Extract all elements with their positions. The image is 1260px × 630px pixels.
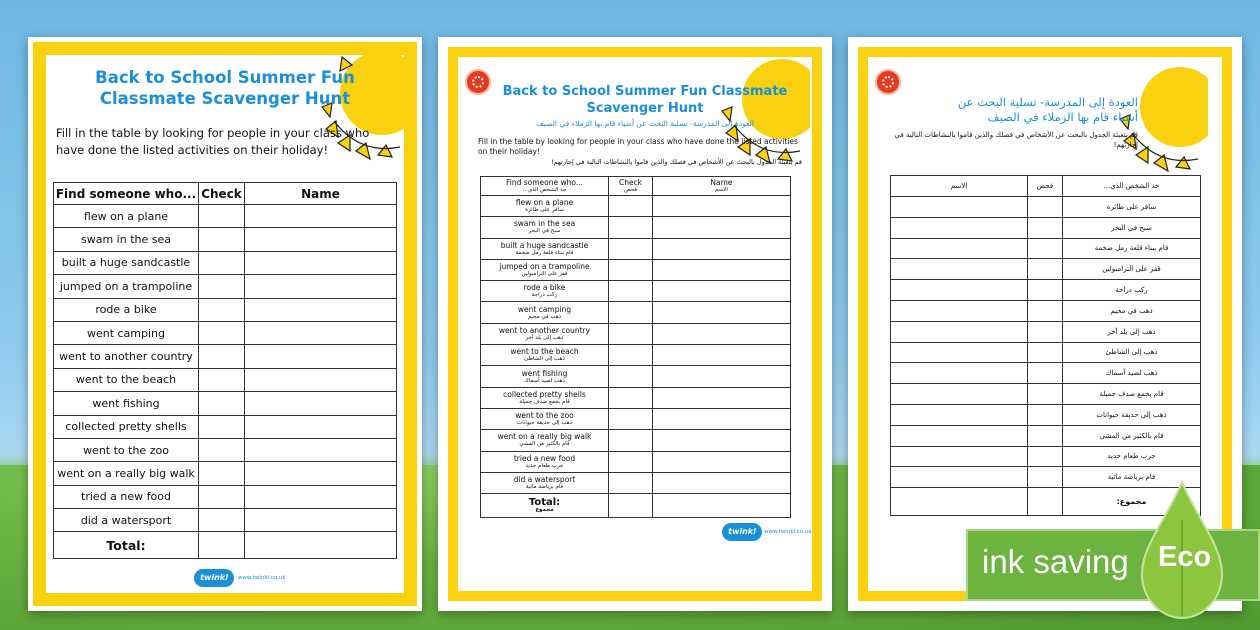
table-row xyxy=(891,404,1201,425)
activity-label: went to the beach xyxy=(510,347,579,357)
activity-cell xyxy=(54,275,199,298)
activity-label-arabic: ذهب لصيد أسماك xyxy=(524,377,565,384)
header-check: فحص xyxy=(1028,176,1063,197)
arabic-subtitle: العودة إلى المدرسة- تسلية البحث عن أشياء قام بها الزملاء في الصيف xyxy=(536,119,754,128)
header-find-someone: جد الشخص الذي... xyxy=(1063,176,1201,197)
scavenger-table xyxy=(890,175,1201,516)
check-cell[interactable] xyxy=(609,196,653,217)
check-cell[interactable] xyxy=(199,345,245,368)
name-cell[interactable] xyxy=(653,217,791,238)
name-cell[interactable] xyxy=(245,368,397,391)
table-row xyxy=(481,259,791,280)
total-label-cell xyxy=(54,532,199,559)
activity-label: قام بجمع صدف جميلة xyxy=(1099,390,1164,399)
header-ar: جد الشخص الذي... xyxy=(522,187,567,193)
header-ar: فحص xyxy=(624,187,637,193)
header-check: Check xyxy=(199,183,245,205)
table-row xyxy=(54,485,397,508)
table-row xyxy=(54,368,397,391)
activity-cell xyxy=(1063,217,1201,238)
activity-label-arabic: سافر على طائرة xyxy=(525,207,564,214)
total-label: مجموع: xyxy=(1116,497,1147,507)
activity-label: collected pretty shells xyxy=(65,420,187,434)
activity-cell xyxy=(1063,197,1201,218)
check-cell[interactable] xyxy=(609,281,653,302)
name-cell[interactable] xyxy=(245,345,397,368)
activity-cell xyxy=(54,509,199,532)
table-row xyxy=(481,323,791,344)
header-ar: الاسم xyxy=(715,187,728,193)
activity-cell xyxy=(481,259,609,280)
activity-label: جرب طعام جديد xyxy=(1107,452,1156,461)
name-cell[interactable] xyxy=(891,363,1028,384)
activity-label-arabic: سبح في البحر xyxy=(528,228,561,235)
table-row xyxy=(481,281,791,302)
activity-cell xyxy=(54,392,199,415)
name-cell[interactable] xyxy=(653,259,791,280)
name-cell[interactable] xyxy=(891,197,1028,218)
check-cell[interactable] xyxy=(609,345,653,366)
name-cell[interactable] xyxy=(891,384,1028,405)
activity-label: did a watersport xyxy=(80,513,172,527)
header-en: Name xyxy=(710,178,733,187)
table-row xyxy=(54,298,397,321)
activity-cell xyxy=(1063,363,1201,384)
check-cell[interactable] xyxy=(199,205,245,228)
check-cell[interactable] xyxy=(1028,467,1063,488)
worksheet-title xyxy=(488,83,802,117)
activity-label: went to the zoo xyxy=(83,443,169,457)
name-cell[interactable] xyxy=(891,238,1028,259)
total-check-cell[interactable] xyxy=(609,494,653,518)
table-row xyxy=(891,446,1201,467)
total-check-cell[interactable] xyxy=(1028,488,1063,516)
activity-label: swam in the sea xyxy=(81,233,171,247)
activity-cell xyxy=(54,228,199,251)
total-name-cell[interactable] xyxy=(245,532,397,559)
name-cell[interactable] xyxy=(245,392,397,415)
activity-cell xyxy=(481,196,609,217)
table-header-row xyxy=(481,177,791,196)
eco-label: Eco xyxy=(1158,541,1212,573)
activity-cell xyxy=(1063,280,1201,301)
check-cell[interactable] xyxy=(1028,217,1063,238)
activity-cell xyxy=(54,368,199,391)
title-line-2: Scavenger Hunt xyxy=(586,101,704,116)
table-row xyxy=(481,345,791,366)
activity-label: went camping xyxy=(86,326,166,340)
table-row xyxy=(54,205,397,228)
activity-label: went to another country xyxy=(59,350,193,364)
name-cell[interactable] xyxy=(653,451,791,472)
title-line-2: أشياء قام بها الزملاء في الصيف xyxy=(987,110,1138,124)
check-cell[interactable] xyxy=(609,408,653,429)
total-label-arabic: مجموع xyxy=(535,506,554,513)
name-cell[interactable] xyxy=(891,404,1028,425)
check-cell[interactable] xyxy=(199,321,245,344)
activity-label: went fishing xyxy=(92,396,160,410)
table-row xyxy=(54,438,397,461)
instructions-text: قم بتعبئة الجدول بالبحث عن الأشخاص في فصلك والذين قاموا بالنشاطات التالية في إجازتهم! xyxy=(894,131,1138,149)
check-cell[interactable] xyxy=(609,366,653,387)
activity-label: flew on a plane xyxy=(515,198,574,208)
name-cell[interactable] xyxy=(891,217,1028,238)
activity-label: ركب دراجة xyxy=(1115,286,1148,295)
name-cell[interactable] xyxy=(653,430,791,451)
check-cell[interactable] xyxy=(199,368,245,391)
header-name: الاسم xyxy=(891,176,1028,197)
instructions-text: Fill in the table by looking for people in your class who have done the listed activities on their holiday! xyxy=(56,126,370,157)
table-row xyxy=(891,321,1201,342)
check-cell[interactable] xyxy=(1028,342,1063,363)
table-row xyxy=(891,300,1201,321)
table-row xyxy=(481,238,791,259)
check-cell[interactable] xyxy=(199,392,245,415)
table-row xyxy=(54,462,397,485)
check-cell[interactable] xyxy=(199,485,245,508)
name-cell[interactable] xyxy=(245,415,397,438)
instructions-text: Fill in the table by looking for people in your class who have done the listed activities on their holiday! xyxy=(478,137,798,156)
table-row xyxy=(891,342,1201,363)
total-check-cell[interactable] xyxy=(199,532,245,559)
name-cell[interactable] xyxy=(891,280,1028,301)
activity-label: ذهب إلى حديقة حيوانات xyxy=(1096,410,1167,419)
name-cell[interactable] xyxy=(653,387,791,408)
name-cell[interactable] xyxy=(653,281,791,302)
activity-label: قام بالكثير من المشي xyxy=(1099,431,1164,440)
table-row xyxy=(481,196,791,217)
check-cell[interactable] xyxy=(609,259,653,280)
activity-label: ذهب في مخيم xyxy=(1110,306,1153,315)
activity-label-arabic: ركب دراجة xyxy=(531,292,558,299)
check-cell[interactable] xyxy=(609,472,653,493)
activity-label: went to the zoo xyxy=(515,411,574,421)
check-cell[interactable] xyxy=(1028,238,1063,259)
title-line-1: Back to School Summer Fun Classmate xyxy=(502,84,788,99)
activity-cell xyxy=(54,251,199,274)
title-line-2: Classmate Scavenger Hunt xyxy=(99,89,351,108)
table-row xyxy=(891,197,1201,218)
table-row xyxy=(891,217,1201,238)
activity-label-arabic: ذهب إلى الشاطئ xyxy=(524,356,565,363)
name-cell[interactable] xyxy=(245,462,397,485)
activity-label: went on a really big walk xyxy=(497,432,592,442)
activity-cell xyxy=(1063,300,1201,321)
activity-label-arabic: قام برياضة مائية xyxy=(525,484,564,490)
activity-label: flew on a plane xyxy=(83,209,169,223)
table-row xyxy=(891,363,1201,384)
check-cell[interactable] xyxy=(609,217,653,238)
check-cell[interactable] xyxy=(609,238,653,259)
total-label: Total: xyxy=(106,537,146,553)
check-cell[interactable] xyxy=(1028,446,1063,467)
activity-label: tried a new food xyxy=(81,490,171,504)
activity-label-arabic: قام ببناء قلعة رمل ضخمة xyxy=(515,249,574,256)
table-row xyxy=(891,384,1201,405)
check-cell[interactable] xyxy=(609,387,653,408)
activity-label-arabic: ذهب في مخيم xyxy=(527,313,562,320)
name-cell[interactable] xyxy=(245,205,397,228)
table-row xyxy=(481,408,791,429)
title-line-1: العودة إلى المدرسة- تسلية البحث عن xyxy=(957,95,1138,109)
name-cell[interactable] xyxy=(653,238,791,259)
name-cell[interactable] xyxy=(891,446,1028,467)
arabic-instructions: قم بتعبئة الجدول بالبحث عن الأشخاص في فصلك والذين قاموا بالنشاطات التالية في إجازتهم! xyxy=(551,158,802,166)
activity-cell xyxy=(1063,404,1201,425)
activity-label-arabic: جرب طعام جديد xyxy=(525,462,564,469)
activity-label: ذهب لصيد أسماك xyxy=(1105,369,1158,378)
table-row xyxy=(54,321,397,344)
table-row xyxy=(481,217,791,238)
activity-cell xyxy=(1063,425,1201,446)
bilingual-worksheet xyxy=(438,37,832,611)
check-cell[interactable] xyxy=(1028,280,1063,301)
activity-cell xyxy=(481,238,609,259)
activity-cell xyxy=(1063,446,1201,467)
name-cell[interactable] xyxy=(245,485,397,508)
name-cell[interactable] xyxy=(245,509,397,532)
check-cell[interactable] xyxy=(199,462,245,485)
total-name-cell[interactable] xyxy=(891,488,1028,516)
check-cell[interactable] xyxy=(199,228,245,251)
activity-label-arabic: قفز على الترامبولين xyxy=(521,271,568,278)
activity-label: قام ببناء قلعة رمل ضخمة xyxy=(1094,244,1169,253)
activity-label: قام برياضة مائية xyxy=(1107,473,1156,482)
name-cell[interactable] xyxy=(653,323,791,344)
check-cell[interactable] xyxy=(1028,300,1063,321)
name-cell[interactable] xyxy=(653,366,791,387)
activity-cell xyxy=(54,415,199,438)
activity-cell xyxy=(481,366,609,387)
activity-label: collected pretty shells xyxy=(503,389,586,399)
activity-cell xyxy=(1063,238,1201,259)
activity-cell xyxy=(54,205,199,228)
total-label-cell xyxy=(481,494,609,518)
name-cell[interactable] xyxy=(653,345,791,366)
activity-label: tried a new food xyxy=(513,453,576,463)
name-cell[interactable] xyxy=(245,298,397,321)
total-row xyxy=(481,494,791,518)
table-row xyxy=(481,387,791,408)
activity-cell xyxy=(481,472,609,493)
total-label: Total: xyxy=(528,496,561,508)
table-row xyxy=(481,451,791,472)
check-cell[interactable] xyxy=(1028,404,1063,425)
activity-cell xyxy=(54,485,199,508)
activity-label-arabic: قام بالكثير من المشي xyxy=(519,441,570,448)
check-cell[interactable] xyxy=(609,451,653,472)
header-check xyxy=(609,177,653,196)
badge-icon xyxy=(875,69,901,95)
table-row xyxy=(481,430,791,451)
check-cell[interactable] xyxy=(199,298,245,321)
table-row xyxy=(54,415,397,438)
activity-label: went to another country xyxy=(498,325,591,335)
table-row xyxy=(891,280,1201,301)
activity-label: did a watersport xyxy=(513,475,576,484)
activity-cell xyxy=(481,430,609,451)
activity-label: went on a really big walk xyxy=(57,466,195,480)
table-row xyxy=(891,425,1201,446)
check-cell[interactable] xyxy=(1028,197,1063,218)
name-cell[interactable] xyxy=(653,472,791,493)
activity-cell xyxy=(481,302,609,323)
check-cell[interactable] xyxy=(1028,384,1063,405)
table-row xyxy=(891,238,1201,259)
header-name xyxy=(653,177,791,196)
table-row xyxy=(54,509,397,532)
activity-cell xyxy=(481,451,609,472)
activity-cell xyxy=(1063,259,1201,280)
check-cell[interactable] xyxy=(1028,259,1063,280)
table-row xyxy=(481,302,791,323)
activity-cell xyxy=(54,462,199,485)
scavenger-table xyxy=(53,182,397,559)
activity-cell xyxy=(54,345,199,368)
check-cell[interactable] xyxy=(1028,425,1063,446)
total-name-cell[interactable] xyxy=(653,494,791,518)
table-row xyxy=(54,251,397,274)
check-cell[interactable] xyxy=(199,251,245,274)
check-cell[interactable] xyxy=(1028,363,1063,384)
name-cell[interactable] xyxy=(891,425,1028,446)
table-row xyxy=(54,345,397,368)
name-cell[interactable] xyxy=(891,467,1028,488)
name-cell[interactable] xyxy=(245,228,397,251)
activity-label: went fishing xyxy=(521,368,568,378)
scavenger-table xyxy=(480,176,791,518)
activity-label: rode a bike xyxy=(523,283,566,293)
check-cell[interactable] xyxy=(609,302,653,323)
sheet-content xyxy=(46,55,404,593)
website-url: www.twinkl.co.uk xyxy=(238,575,286,581)
name-cell[interactable] xyxy=(653,302,791,323)
english-worksheet xyxy=(28,37,422,611)
table-row xyxy=(54,228,397,251)
table-row xyxy=(481,472,791,493)
name-cell[interactable] xyxy=(891,321,1028,342)
header-find-someone: Find someone who... xyxy=(54,183,199,205)
worksheet-title xyxy=(888,95,1138,125)
name-cell[interactable] xyxy=(245,275,397,298)
name-cell[interactable] xyxy=(245,321,397,344)
worksheet-title xyxy=(46,67,404,109)
activity-cell xyxy=(1063,321,1201,342)
table-header-row xyxy=(891,176,1201,197)
name-cell[interactable] xyxy=(891,342,1028,363)
activity-label: built a huge sandcastle xyxy=(500,240,589,250)
activity-label: ذهب إلى الشاطئ xyxy=(1105,348,1158,357)
total-row xyxy=(54,532,397,559)
activity-cell xyxy=(54,321,199,344)
name-cell[interactable] xyxy=(653,196,791,217)
header-find-someone xyxy=(481,177,609,196)
activity-cell xyxy=(481,345,609,366)
activity-label-arabic: ذهب إلى بلد آخر xyxy=(525,334,564,341)
activity-label: سافر على طائرة xyxy=(1106,202,1157,211)
activity-cell xyxy=(54,438,199,461)
check-cell[interactable] xyxy=(199,509,245,532)
activity-label: went to the beach xyxy=(75,373,177,387)
activity-label: swam in the sea xyxy=(513,219,576,229)
activity-label: jumped on a trampoline xyxy=(499,262,590,272)
activity-cell xyxy=(1063,342,1201,363)
table-row xyxy=(481,366,791,387)
activity-cell xyxy=(1063,384,1201,405)
website-url: www.twinkl.co.uk xyxy=(764,529,812,535)
check-cell[interactable] xyxy=(609,323,653,344)
header-name: Name xyxy=(245,183,397,205)
check-cell[interactable] xyxy=(1028,321,1063,342)
activity-label: ذهب إلى بلد آخر xyxy=(1107,327,1156,336)
twinkl-logo: twinkl xyxy=(722,523,762,541)
check-cell[interactable] xyxy=(609,430,653,451)
activity-label: went camping xyxy=(517,304,572,314)
activity-cell xyxy=(481,281,609,302)
name-cell[interactable] xyxy=(245,438,397,461)
title-line-1: Back to School Summer Fun xyxy=(95,68,355,87)
activity-cell xyxy=(481,323,609,344)
header-en: Find someone who... xyxy=(505,178,583,187)
activity-label-arabic: قام بجمع صدف جميلة xyxy=(519,398,570,405)
activity-label: jumped on a trampoline xyxy=(59,279,193,293)
table-header-row xyxy=(54,183,397,205)
table-row xyxy=(54,275,397,298)
activity-label: built a huge sandcastle xyxy=(61,256,191,270)
table-row xyxy=(54,392,397,415)
activity-cell xyxy=(481,217,609,238)
ink-saving-label: ink saving xyxy=(982,543,1129,580)
table-row xyxy=(891,259,1201,280)
header-en: Check xyxy=(618,178,643,187)
activity-label: سبح في البحر xyxy=(1111,223,1152,232)
activity-label-arabic: ذهب إلى حديقة حيوانات xyxy=(516,420,573,427)
activity-cell xyxy=(54,298,199,321)
name-cell[interactable] xyxy=(653,408,791,429)
activity-label: قفز على الترامبولين xyxy=(1102,265,1161,274)
check-cell[interactable] xyxy=(199,438,245,461)
activity-cell xyxy=(481,408,609,429)
name-cell[interactable] xyxy=(891,259,1028,280)
name-cell[interactable] xyxy=(891,300,1028,321)
check-cell[interactable] xyxy=(199,275,245,298)
twinkl-logo: twinkl xyxy=(194,569,234,587)
activity-cell xyxy=(481,387,609,408)
activity-label: rode a bike xyxy=(95,303,157,317)
check-cell[interactable] xyxy=(199,415,245,438)
name-cell[interactable] xyxy=(245,251,397,274)
